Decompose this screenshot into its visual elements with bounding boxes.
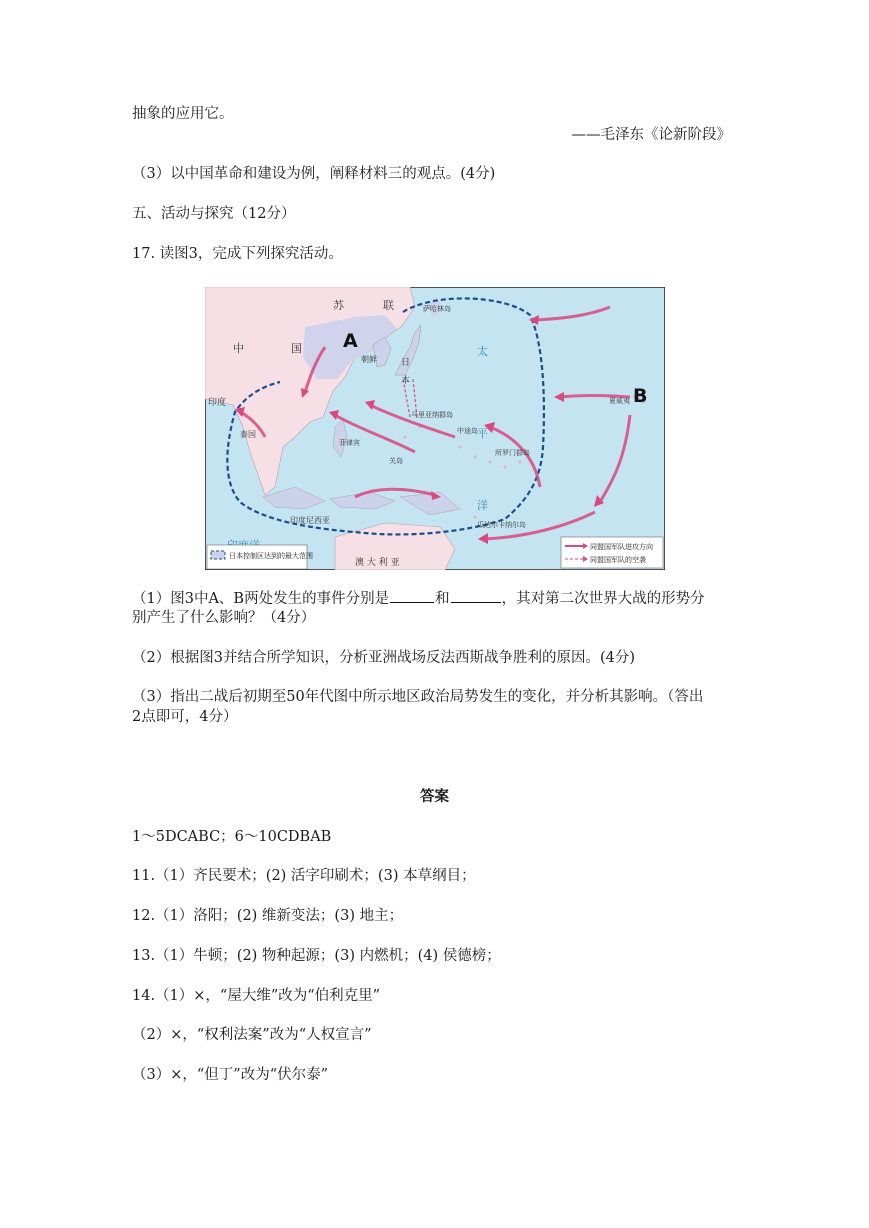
answer-14-1: 14.（1）×，“屋大维”改为“伯利克里” bbox=[132, 988, 381, 1004]
answer-14-2: （2）×，“权利法案”改为“人权宣言” bbox=[132, 1027, 372, 1043]
map-label-india: 印度 bbox=[208, 398, 227, 408]
answer-blank-b[interactable] bbox=[451, 588, 501, 603]
map-label-indonesia: 印度尼西亚 bbox=[290, 516, 330, 525]
map-label-midway: 中途岛 bbox=[457, 427, 478, 435]
map-label-pacific-1: 太 bbox=[477, 345, 488, 358]
map-label-solomon: 所罗门群岛 bbox=[495, 449, 530, 457]
map-label-japan-2: 本 bbox=[401, 376, 411, 386]
map-label-guadalcanal: 瓜达尔卡纳尔岛 bbox=[477, 521, 526, 529]
q17-1-and: 和 bbox=[435, 591, 450, 607]
map-label-guam: 关岛 bbox=[389, 457, 403, 465]
question-17-3-line-1: （3）指出二战后初期至50年代图中所示地区政治局势发生的变化，并分析其影响。（答出 bbox=[132, 689, 704, 705]
map-label-marianas: 马里亚纳群岛 bbox=[411, 411, 453, 419]
section-heading: 五、活动与探究（12分） bbox=[132, 206, 296, 222]
map-label-pacific-3: 洋 bbox=[477, 499, 488, 512]
map-label-sulian-1: 苏 bbox=[333, 299, 344, 312]
map-label-philippines: 菲律宾 bbox=[339, 439, 360, 447]
answer-blank-a[interactable] bbox=[390, 588, 434, 603]
question-3-text: （3）以中国革命和建设为例，阐释材料三的观点。(4分) bbox=[132, 166, 496, 182]
legend-raid-text: 同盟国军队的空袭 bbox=[590, 556, 646, 564]
answer-11: 11.（1）齐民要术；(2) 活字印刷术；(3) 本草纲目； bbox=[132, 868, 476, 884]
question-17-1-line-1 bbox=[132, 588, 705, 609]
label-b: B bbox=[633, 385, 648, 407]
question-17-2: （2）根据图3并结合所学知识，分析亚洲战场反法西斯战争胜利的原因。(4分) bbox=[132, 650, 635, 666]
war-map-figure bbox=[205, 287, 665, 570]
answer-multiple-choice: 1～5DCABC；6～10CDBAB bbox=[132, 829, 332, 845]
map-label-sulian-2: 联 bbox=[383, 299, 394, 312]
q17-1-text-b: ，其对第二次世界大战的形势分 bbox=[501, 591, 705, 607]
question-17-1-line-2: 别产生了什么影响？（4分） bbox=[132, 610, 316, 626]
answer-14-3: （3）×，“但丁”改为“伏尔泰” bbox=[132, 1067, 329, 1083]
label-a: A bbox=[343, 330, 358, 352]
question-17: 17. 读图3，完成下列探究活动。 bbox=[132, 246, 343, 262]
map-label-sakhalin: 萨哈林岛 bbox=[423, 305, 451, 313]
map-label-thailand: 泰国 bbox=[240, 430, 256, 439]
map-label-china-2: 国 bbox=[291, 342, 302, 355]
legend-attack-text: 同盟国军队进攻方向 bbox=[590, 543, 653, 551]
question-17-3-line-2: 2点即可，4分） bbox=[132, 709, 238, 725]
legend-control-area bbox=[207, 545, 313, 569]
answer-12: 12.（1）洛阳；(2) 维新变法；(3) 地主； bbox=[132, 908, 404, 924]
text-line: 抽象的应用它。 bbox=[132, 106, 234, 122]
map-label-china-1: 中 bbox=[233, 342, 244, 355]
answer-13: 13.（1）牛顿；(2) 物种起源；(3) 内燃机；(4) 侯德榜； bbox=[132, 948, 501, 964]
quote-source: ——毛泽东《论新阶段》 bbox=[571, 127, 731, 143]
map-label-korea: 朝鲜 bbox=[361, 355, 377, 364]
map-label-hawaii: 夏威夷 bbox=[609, 397, 630, 405]
map-label-pacific-2: 平 bbox=[477, 427, 488, 440]
map-label-australia: 澳 大 利 亚 bbox=[355, 558, 400, 568]
legend-allied bbox=[561, 537, 663, 568]
q17-1-text-a: （1）图3中A、B两处发生的事件分别是 bbox=[132, 591, 390, 607]
legend-control-text: 日本控制区达到的最大范围 bbox=[229, 552, 313, 560]
answer-heading: 答案 bbox=[420, 788, 449, 805]
map-label-japan-1: 日 bbox=[401, 358, 411, 368]
